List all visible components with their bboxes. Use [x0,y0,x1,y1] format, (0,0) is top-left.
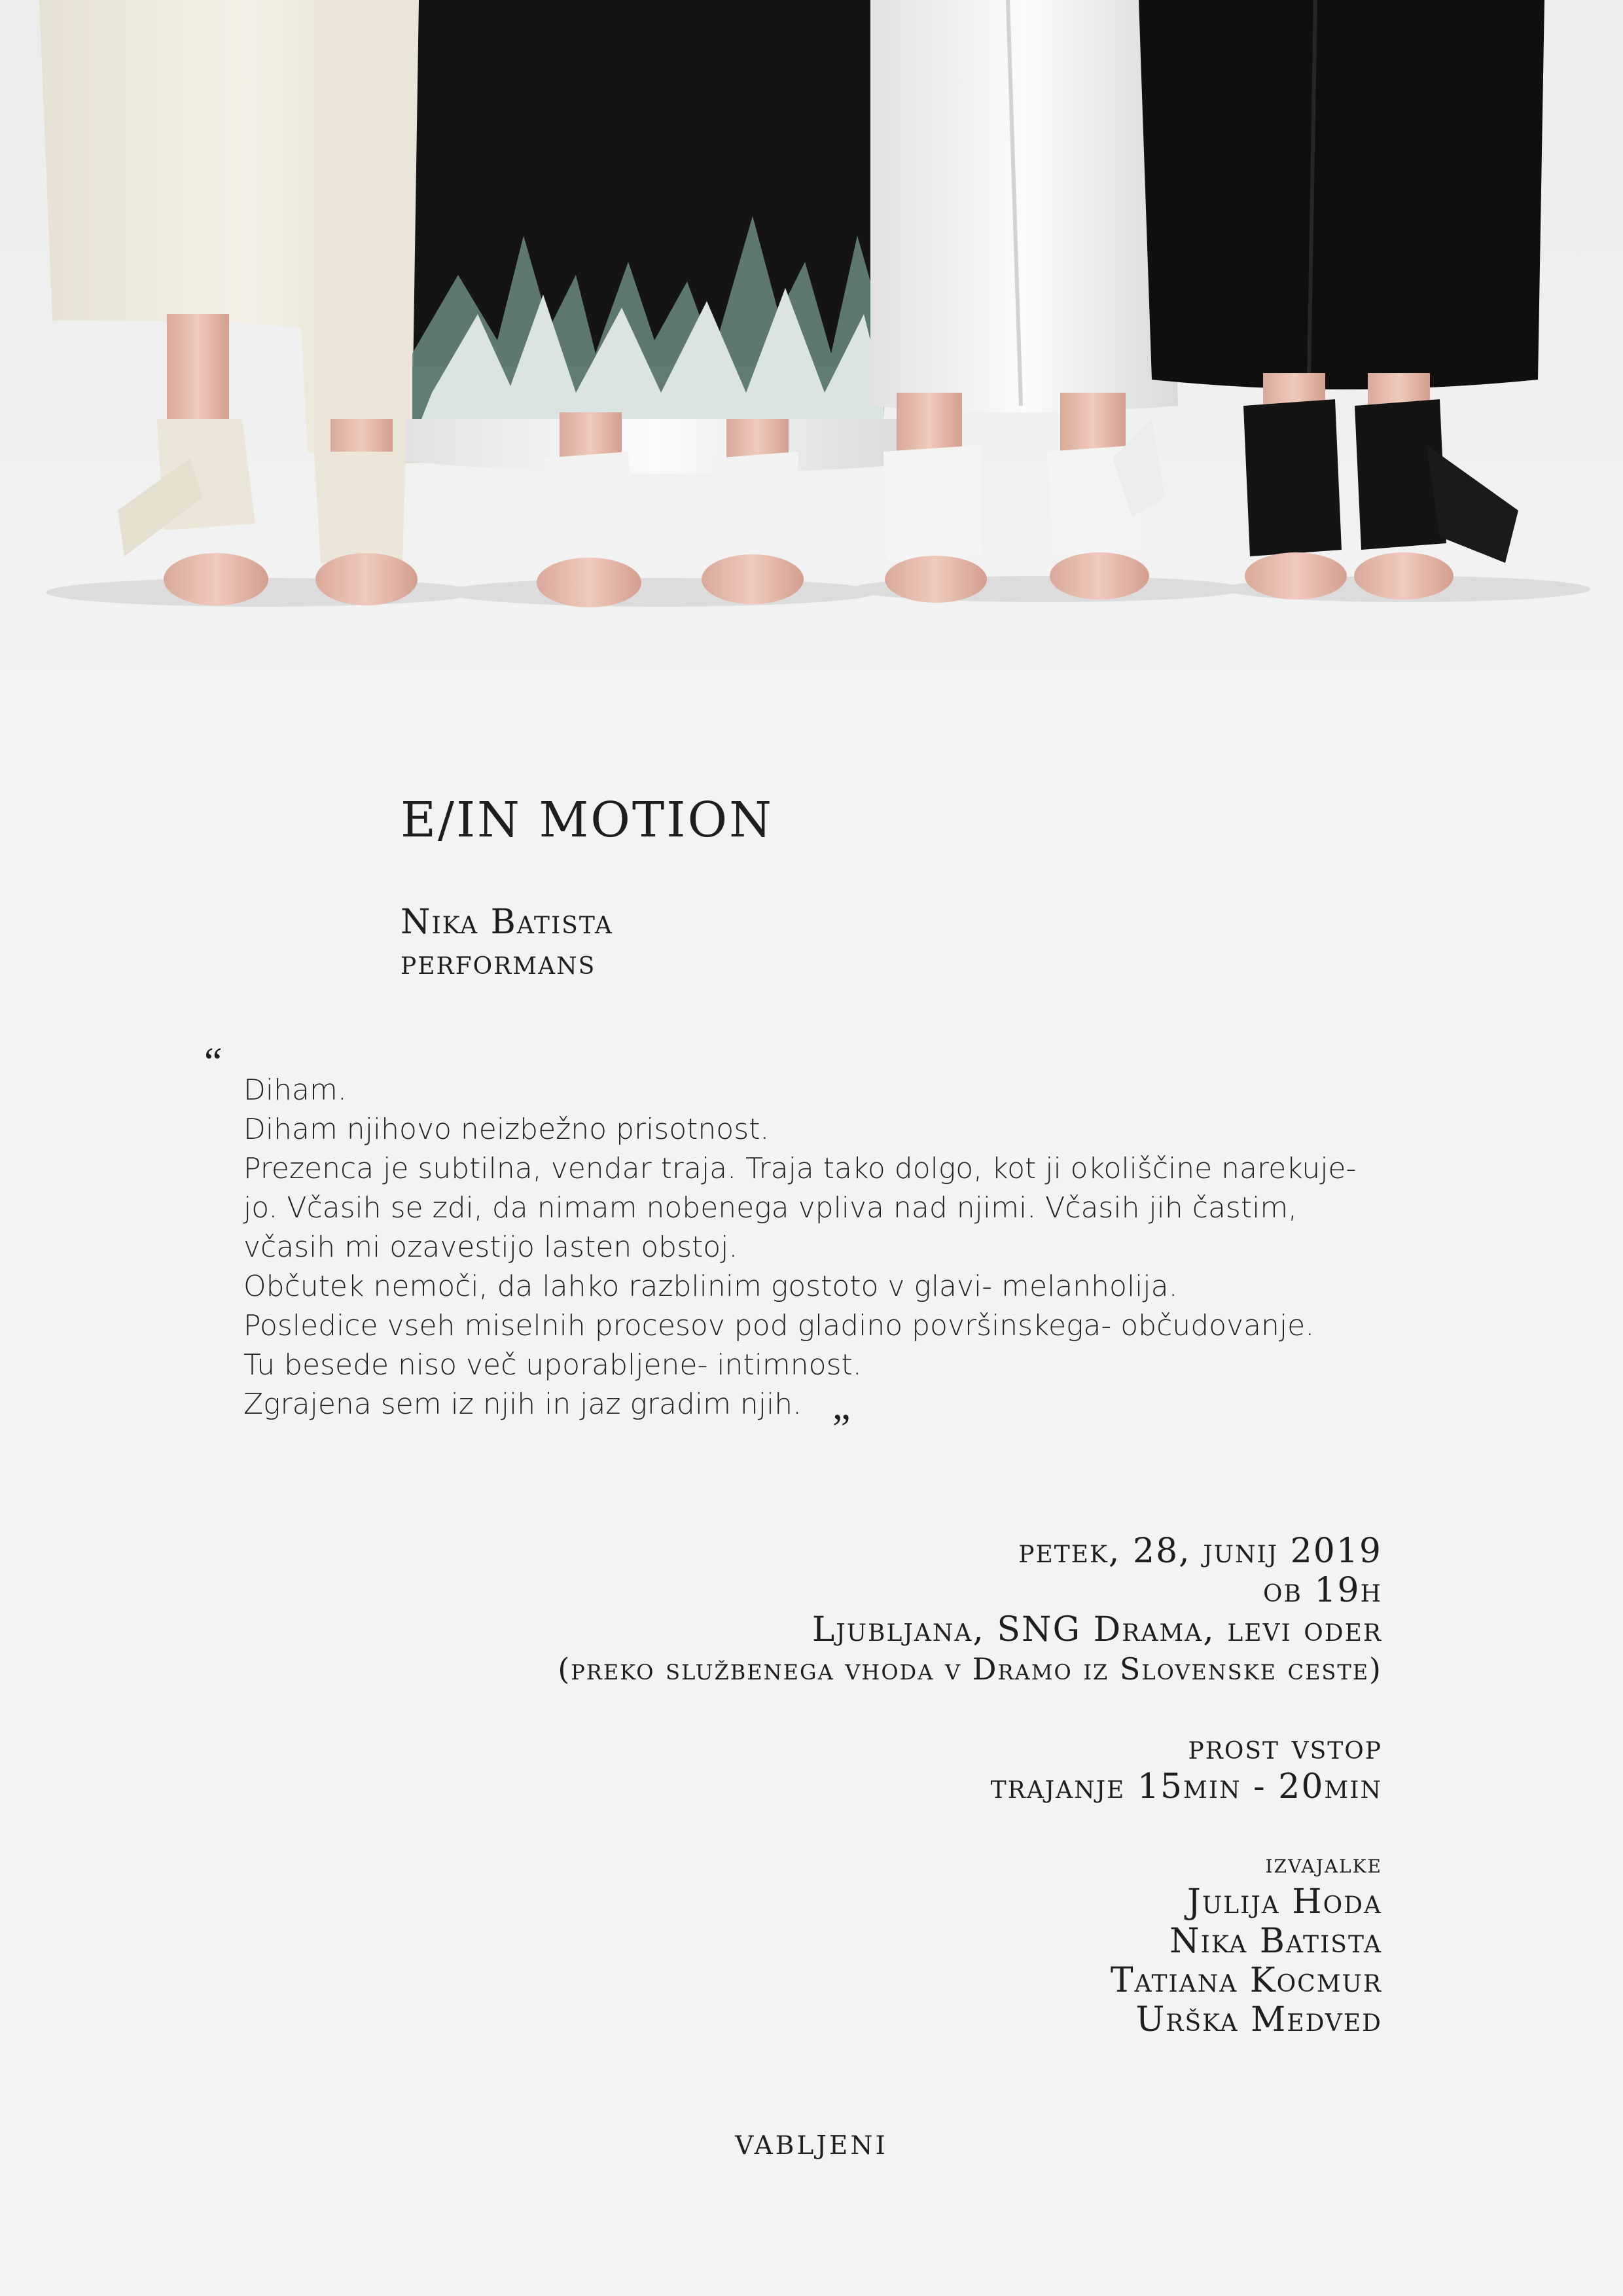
event-venue: Ljubljana, SNG Drama, levi oder [812,1610,1382,1649]
poem-line: Tu besede niso več uporabljene- intimnost. [243,1348,862,1382]
invitation-text: vabljeni [735,2121,888,2163]
quote-open-mark: “ [204,1040,223,1085]
poem-line: včasih mi ozavestijo lasten obstoj. [243,1230,738,1264]
poem-line: Občutek nemoči, da lahko razblinim gostoto v glavi- melanholija. [243,1270,1178,1303]
poem-line: Posledice vseh miselnih procesov pod gladino površinskega- občudovanje. [243,1309,1315,1342]
quote-close-mark: ” [832,1407,851,1451]
event-time: ob 19h [1262,1571,1382,1610]
author-block [401,902,613,983]
poem-line: Zgrajena sem iz njih in jaz gradim njih. [243,1388,802,1421]
author-name: Nika Batista [401,903,613,942]
performance-type: performans [401,943,596,982]
performers-legs-illustration [0,0,1623,694]
hero-photo [0,0,1623,694]
performer-name: Nika Batista [1169,1922,1382,1961]
duration-info: trajanje 15min - 20min [990,1767,1382,1806]
performer-name: Urška Medved [1135,2000,1382,2039]
event-details [558,1532,1382,2039]
event-title: E/IN MOTION [401,792,774,848]
performer-name: Tatiana Kocmur [1110,1961,1382,2000]
poem-line: Diham. [243,1073,347,1107]
performers-heading: izvajalke [1265,1849,1382,1879]
poem-quote [243,1071,1395,1424]
performer-name: Julija Hoda [1187,1882,1382,1922]
poem-line: jo. Včasih se zdi, da nimam nobenega vpliva nad njimi. Včasih jih častim, [243,1191,1298,1225]
poem-line: Diham njihovo neizbežno prisotnost. [243,1113,770,1146]
poem-line: Prezenca je subtilna, vendar traja. Traja tako dolgo, kot ji okoliščine narekuje- [243,1152,1357,1185]
venue-note: (preko službenega vhoda v Dramo iz Slovenske ceste) [558,1651,1382,1687]
event-date: petek, 28, junij 2019 [1018,1532,1382,1571]
entry-info: prost vstop [1188,1728,1382,1767]
